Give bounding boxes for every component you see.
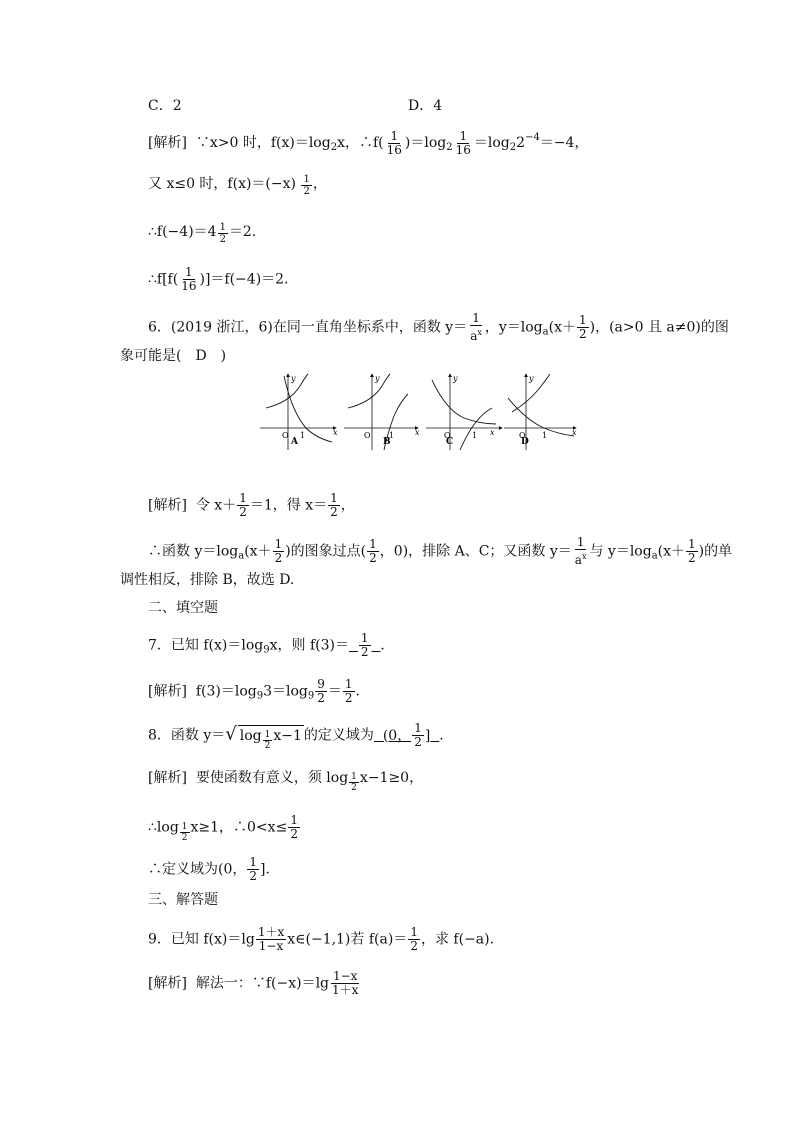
q6-analysis-line2: ∴函数 $y=\log_a(x+$ $\frac{1}{2}$ )的图象过点( $\frac{1}{2}$ ，0)，排除 A、C；又函数 y＝ $\frac{1}{a^x}$ 与 $y=\log_a(x+$ $\frac{1}{2}$ )的单 <box>148 535 733 567</box>
graph-b <box>344 374 420 450</box>
svg-text:1: 1 <box>542 431 548 440</box>
q8-stem: 8．函数 y＝√ log $_{\frac{1}{2}}$ x−1 的定义域为 (0， $\frac{1}{2}$ ] . <box>148 721 444 751</box>
svg-text:y: y <box>291 374 296 383</box>
svg-text:O: O <box>364 431 371 440</box>
svg-text:x: x <box>415 428 420 437</box>
analysis-tag: [解析] <box>148 497 187 514</box>
q6-graph-options <box>260 372 590 452</box>
graph-label-d: D <box>521 437 529 447</box>
q6-stem-line1: 6．(2019 浙江，6)在同一直角坐标系中，函数 y＝ $\frac{1}{a^x}$ ，$y=\log_a(x+$ $\frac{1}{2}$ )，(a>0 且 a≠0)的图 <box>148 311 729 343</box>
q9-analysis: [解析] 解法一：∵f(−x)＝lg $\frac{1-x}{1+x}$ <box>148 969 359 997</box>
q8-analysis-line1: [解析] 要使函数有意义，须 log $_{\frac{1}{2}}$ x−1≥0， <box>148 770 424 793</box>
q6-analysis-line3: 调性相反，排除 B，故选 D. <box>120 572 295 588</box>
section-heading-fill-in: 二、填空题 <box>148 600 218 616</box>
graph-c <box>426 374 502 450</box>
graph-label-a: A <box>291 437 298 447</box>
q5-analysis-line1: [解析] ∵x>0 时，$f(x)=\log_2x$，∴f( $\frac{1}{16}$ )$=\log_2$ $\frac{1}{16}$ $=\log_22^{-4}=-4$， <box>148 128 589 157</box>
svg-text:1: 1 <box>300 431 306 440</box>
q6-analysis-line1: [解析] 令 x＋ $\frac{1}{2}$ ＝1，得 x＝ $\frac{1}{2}$ ， <box>148 491 355 519</box>
q5-analysis-line3: ∴f(−4)＝4 $\frac{1}{2}$ ＝2. <box>148 222 257 245</box>
svg-text:1: 1 <box>472 431 478 440</box>
svg-text:O: O <box>519 431 526 440</box>
graph-label-b: B <box>383 437 391 447</box>
graph-a <box>260 374 338 450</box>
q7-analysis: [解析] $f(3)=\log_93=\log_9$ $\frac{9}{2}$ ＝ $\frac{1}{2}$ . <box>148 677 360 705</box>
svg-text:O: O <box>282 431 289 440</box>
analysis-tag: [解析] <box>148 975 187 992</box>
q5-analysis-line4: ∴f[f( $\frac{1}{16}$ )]＝f(−4)＝2. <box>148 265 289 293</box>
svg-text:y: y <box>529 374 534 383</box>
graph-label-c: C <box>446 437 454 447</box>
graph-d <box>504 374 577 450</box>
svg-text:x: x <box>333 428 338 437</box>
q6-stem-line2: 象可能是( D ) <box>120 348 227 364</box>
analysis-tag: [解析] <box>148 770 187 786</box>
q8-analysis-line3: ∴定义域为(0， $\frac{1}{2}$ ]. <box>148 855 270 883</box>
q8-analysis-line2: ∴log $_{\frac{1}{2}}$ x≥1，∴0<x≤ $\frac{1}{2}$ <box>148 813 298 843</box>
svg-text:y: y <box>375 374 380 383</box>
q5-analysis-line2: 又 x≤0 时，f(x)＝(−x) $\frac{1}{2}$ ， <box>148 174 327 197</box>
analysis-tag: [解析] <box>148 135 187 151</box>
svg-text:1: 1 <box>389 431 395 440</box>
svg-text:O: O <box>444 431 451 440</box>
analysis-tag: [解析] <box>148 683 187 700</box>
section-heading-solutions: 三、解答题 <box>148 892 218 908</box>
svg-text:x: x <box>572 428 577 437</box>
option-c: C．2 <box>148 98 182 114</box>
svg-text:y: y <box>453 374 458 383</box>
q7-stem: 7．已知 $f(x)=\log_9x$，则 f(3)＝ $\frac{1}{2}$ . <box>148 631 385 659</box>
q9-stem: 9．已知 f(x)＝lg $\frac{1+x}{1-x}$ x∈(−1,1)若 f(a)＝ $\frac{1}{2}$ ，求 f(−a). <box>148 925 495 953</box>
svg-text:x: x <box>490 428 495 437</box>
option-d: D．4 <box>408 98 443 114</box>
